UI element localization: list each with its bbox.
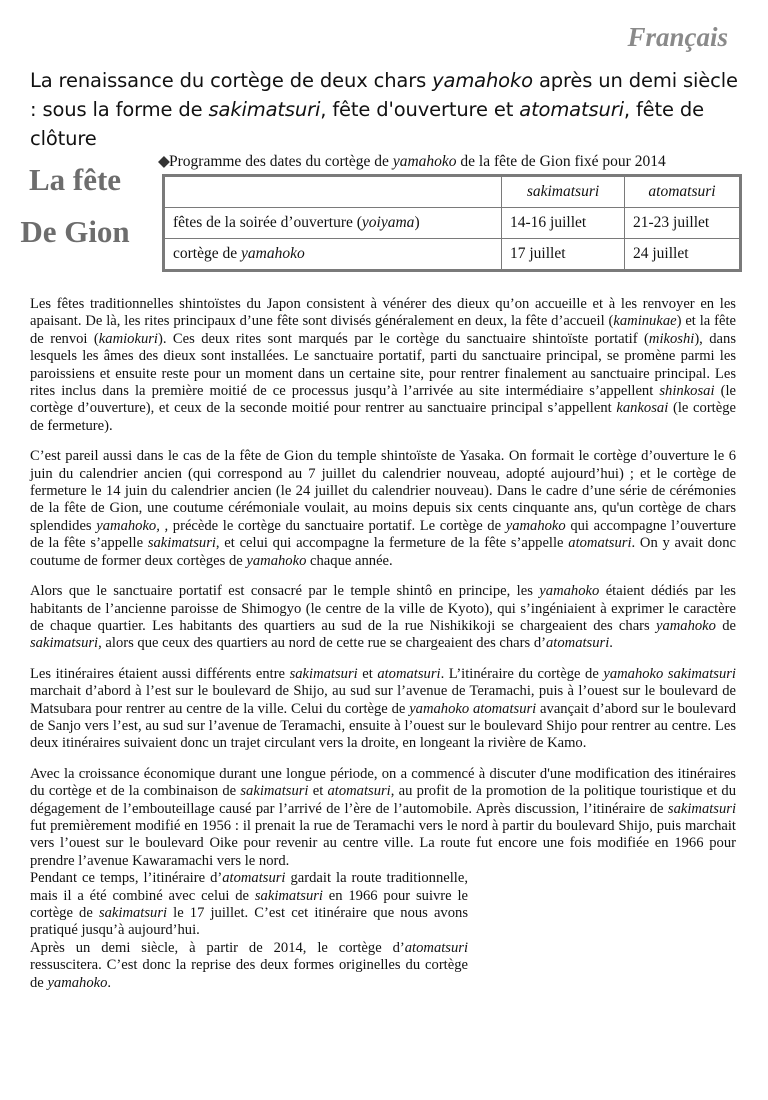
table-header-empty — [164, 176, 502, 208]
table-row — [164, 208, 741, 239]
cell-italic: yoiyama — [361, 214, 415, 231]
caption-text: Programme des dates du cortège de — [169, 153, 393, 170]
text: ) et la fête de renvoi ( — [30, 313, 736, 347]
text: . L’itinéraire du cortège de — [440, 665, 604, 682]
italic-term: yamahoko — [246, 552, 307, 569]
headline-italic: yamahoko — [432, 69, 533, 92]
cell-text: fêtes de la soirée d’ouverture ( — [173, 214, 362, 231]
text: le 17 juillet. C’est cet itinéraire que nous avons pratiqué jusqu’à aujourd’hui. — [30, 905, 469, 939]
text: Avec la croissance économique durant une longue période, on a commencé à discuter d'une modification des itinéraires du cortège et de la combinaison de — [30, 765, 736, 800]
italic-term: yamahoko, , — [96, 517, 169, 534]
headline-italic: atomatsuri — [519, 98, 624, 121]
text: (le cortège d’ouverture), et ceux de la seconde moitié pour rentrer au sanctuaire principal s’appellent — [30, 383, 736, 417]
paragraph-1 — [30, 296, 736, 435]
text: , au profit de la promotion de la politique touristique et du dégagement de l’embouteillage causé par l’arrivé de l’ère de l’automobile. Après discussion, l’itinéraire de — [30, 783, 736, 817]
text: en 1966 pour suivre le cortège de — [30, 887, 468, 921]
italic-term: shinkosai — [659, 383, 715, 400]
table-cell: 17 juillet — [502, 239, 625, 271]
table-cell: 14-16 juillet — [502, 208, 625, 239]
text: chaque année. — [306, 552, 393, 569]
italic-term: kamiokuri — [98, 330, 158, 347]
text: C’est pareil aussi dans le cas de la fête de Gion du temple shintoïste de Yasaka. On formait le cortège d’ouverture le 6 juin du calendrier ancien (qui correspond au 7 juillet du calendrier nouveau, adopté aujourd’hui) ; et le cortège de fermeture le 14 juin du calendrier ancien (le 24 juillet du calendrier nouveau). Dans le cadre d’une série de cérémonies de la fête de Gion, une coutume cérémoniale voulait, au moins depuis six cents cinquante ans, qu'un cortège de chars splendides — [30, 448, 736, 534]
italic-term: yamahoko sakimatsuri — [603, 665, 736, 682]
italic-term: yamahoko — [47, 974, 108, 991]
headline-italic: sakimatsuri — [208, 98, 321, 121]
caption-text: de la fête de Gion fixé pour 2014 — [456, 153, 666, 170]
italic-term: atomatsuri — [546, 635, 610, 652]
text: et — [357, 665, 378, 682]
text: . On y avait donc coutume de former deux cortèges de — [30, 535, 736, 569]
italic-term: atomatsuri — [377, 665, 441, 682]
body-text — [30, 296, 736, 992]
table-header-row — [164, 176, 741, 208]
text: précède le cortège du sanctuaire portatif. Le cortège de — [168, 517, 506, 534]
text: ), dans lesquels les âmes des dieux sont installées. Le sanctuaire portatif, parti du sanctuaire principal, se promène parmi les paroissiens et ensuite reste pour un moment dans un certaine site, pour rentrer finalement au sanctuaire principal. Les rites inclus dans la première moitié de ce processus jusqu’à l’arrivée au site intermédiaire s’appellent — [30, 330, 737, 400]
text: Pendant ce temps, l’itinéraire d’ — [30, 870, 223, 887]
headline-text: après un demi siècle : sous la forme de — [30, 69, 738, 121]
text: étaient dédiés par les habitants de l’ancienne paroisse de Shimogyo (le centre de la ville de Kyoto), qui s’ingéniaient à exprimer le caractère de chaque quartier. Les habitants des quartiers au sud de la rue Nishikikoji se chargeaient des chars — [30, 583, 736, 634]
text: marchait d’abord à l’est sur le boulevard de Shijo, au sud sur l’avenue de Teramachi, puis à l’ouest sur le boulevard de Matsubara pour rentrer au centre de la ville. Celui du cortège de — [30, 683, 736, 717]
table-row — [164, 239, 741, 271]
text: Alors que le sanctuaire portatif est consacré par le temple shintô en principe, les — [30, 583, 540, 600]
text: de — [715, 617, 736, 634]
schedule-table — [162, 174, 742, 272]
paragraph-7 — [30, 940, 468, 992]
table-cell: 24 juillet — [625, 239, 741, 271]
headline-text: La renaissance du cortège de deux chars — [30, 69, 433, 92]
text: fut premièrement modifié en 1956 : il prenait la rue de Teramachi vers le nord à partir du boulevard Shijo, puis marchait vers l’ouest sur le boulevard Oike pour revenir au centre ville. La route fut encore une fois modifiée en 1966 pour prendre l’avenue Kawaramachi vers le nord. — [30, 817, 736, 869]
text: . — [609, 635, 613, 652]
italic-term: yamahoko — [505, 517, 566, 534]
italic-term: atomatsuri — [568, 535, 632, 552]
text: et — [308, 783, 328, 800]
italic-term: atomatsuri — [222, 870, 286, 887]
text: avançait d’abord sur le boulevard de Sanjo vers l’est, au sud sur l’avenue de Teramachi, ensuite à l’ouest sur le boulevard Shijo pour rentrer au centre. Les deux itinéraires suivaient donc un trajet circulant vers la droite, en longeant la rivière de Kamo. — [30, 700, 736, 752]
italic-term: yamahoko — [539, 583, 600, 600]
table-cell: 21-23 juillet — [625, 208, 741, 239]
caption-italic: yamahoko — [392, 153, 457, 170]
italic-term: sakimatsuri — [98, 905, 168, 921]
language-label: Français — [627, 22, 728, 52]
cell-text: ) — [414, 214, 420, 231]
italic-term: atomatsuri — [327, 783, 391, 800]
side-title-line-2: De Gion — [20, 214, 130, 249]
diamond-bullet-icon: ◆ — [158, 153, 170, 170]
italic-term: sakimatsuri — [289, 665, 358, 682]
italic-term: atomatsuri — [404, 939, 468, 956]
paragraph-4 — [30, 666, 736, 753]
headline-text: , fête de clôture — [30, 98, 704, 150]
text: Les itinéraires étaient aussi différents entre — [30, 665, 290, 682]
text: ). Ces deux rites sont marqués par le cortège du sanctuaire shintoïste portatif ( — [157, 330, 649, 347]
italic-term: yamahoko — [655, 617, 716, 634]
italic-term: mikoshi — [648, 330, 695, 347]
text: , alors que ceux des quartiers au nord de cette rue se chargeaient des chars d’ — [98, 635, 546, 652]
schedule-caption — [158, 152, 666, 171]
paragraph-2 — [30, 448, 736, 570]
paragraph-3 — [30, 583, 736, 653]
headline — [30, 66, 742, 153]
text: Après un demi siècle, à partir de 2014, le cortège d’ — [30, 939, 405, 956]
italic-term: sakimatsuri — [147, 535, 216, 552]
italic-term: kaminukae — [613, 313, 677, 330]
cell-text: cortège de — [173, 245, 241, 262]
paragraph-6 — [30, 870, 468, 940]
text: Les fêtes traditionnelles shintoïstes du Japon consistent à vénérer des dieux qu’on accueille et à les renvoyer en les apaisant. De là, les rites principaux d’une fête sont divisés généralement en deux, la fête d’accueil ( — [30, 296, 736, 330]
italic-term: sakimatsuri — [240, 783, 309, 800]
italic-term: sakimatsuri — [30, 635, 99, 652]
text: . — [107, 974, 112, 991]
headline-text: , fête d'ouverture et — [320, 98, 520, 121]
side-title-line-1: La fête — [28, 162, 122, 197]
italic-term: sakimatsuri — [667, 800, 736, 817]
text: , et celui qui accompagne la fermeture de la fête s’appelle — [215, 535, 569, 552]
table-cell-label — [164, 208, 502, 239]
table-cell-label — [164, 239, 502, 271]
italic-term: yamahoko atomatsuri — [409, 700, 537, 717]
text: (le cortège de fermeture). — [30, 400, 736, 434]
text: gardait la route traditionnelle, mais il a été combiné avec celui de — [30, 870, 468, 904]
table-header-atomatsuri: atomatsuri — [625, 176, 741, 208]
paragraph-5 — [30, 766, 736, 870]
italic-term: kankosai — [616, 400, 669, 417]
text: qui accompagne l’ouverture de la fête s’appelle — [30, 517, 736, 552]
italic-term: sakimatsuri — [254, 887, 323, 904]
table-header-sakimatsuri: sakimatsuri — [502, 176, 625, 208]
text: ressuscitera. C’est donc la reprise des deux formes originelles du cortège de — [30, 957, 468, 991]
cell-italic: yamahoko — [241, 245, 305, 262]
